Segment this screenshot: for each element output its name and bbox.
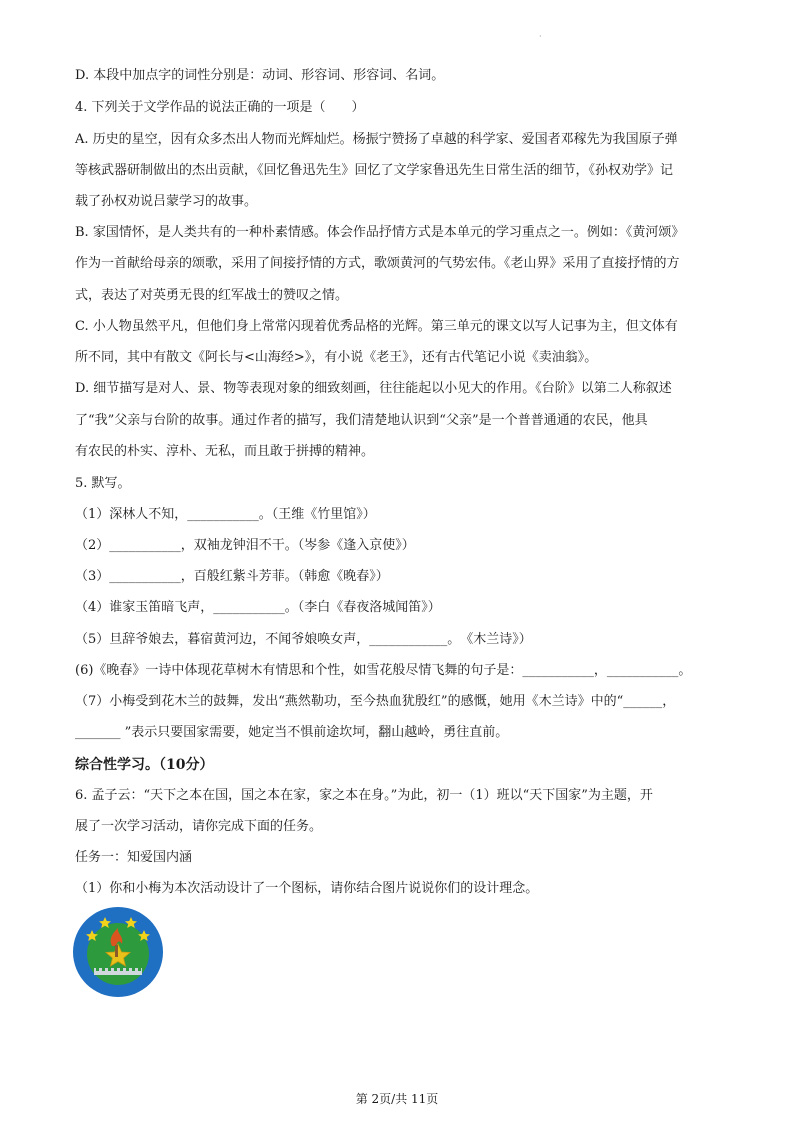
- text-line: D. 细节描写是对人、景、物等表现对象的细致刻画，往往能起以小见大的作用。《台阶》以第二人称叙述: [75, 381, 672, 396]
- text-line: 所不同，其中有散文《阿长与<山海经>》，有小说《老王》，还有古代笔记小说《卖油翁》。: [75, 350, 598, 365]
- question-6-stem: 6. 孟子云：“天下之本在国，国之本在家，家之本在身。”为此，初一（1）班以“天下国家”为主题，开: [75, 788, 653, 803]
- text-line: D. 本段中加点字的词性分别是：动词、形容词、形容词、名词。: [75, 68, 445, 83]
- text-line: 式，表达了对英勇无畏的红军战士的赞叹之情。: [75, 288, 349, 303]
- fill-blank-7: （7）小梅受到花木兰的鼓舞，发出“燕然勒功，至今热血犹殷红”的感慨，她用《木兰诗》中的“______，: [75, 694, 676, 709]
- text-line: 有农民的朴实、淳朴、无私，而且敢于拼搏的精神。: [75, 444, 375, 459]
- text-line: 等核武器研制做出的杰出贡献，《回忆鲁迅先生》回忆了文学家鲁迅先生日常生活的细节，《孙权劝学》记: [75, 163, 674, 178]
- fill-blank-2: （2）___________，双袖龙钟泪不干。（岑参《逢入京使》）: [75, 538, 415, 553]
- text-line: _______ ”表示只要国家需要，她定当不惧前途坎坷，翻山越岭，勇往直前。: [75, 725, 509, 740]
- fill-blank-3: （3）___________，百般红紫斗芳菲。（韩愈《晚春》）: [75, 569, 389, 584]
- fill-blank-1: （1）深林人不知，___________。（王维《竹里馆》）: [75, 507, 376, 522]
- text-line: 展了一次学习活动，请你完成下面的任务。: [75, 819, 323, 834]
- page-footer: 第 2页/共 11页: [355, 1092, 439, 1106]
- text-line: B. 家国情怀，是人类共有的一种朴素情感。体会作品抒情方式是本单元的学习重点之一。例如：《黄河颂》: [75, 225, 685, 240]
- scan-dot: ·: [539, 32, 542, 41]
- task-question: （1）你和小梅为本次活动设计了一个图标，请你结合图片说说你们的设计理念。: [75, 881, 539, 896]
- activity-emblem-icon: [72, 906, 164, 998]
- text-line: 作为一首献给母亲的颂歌，采用了间接抒情的方式，歌颂黄河的气势宏伟。《老山界》采用了直接抒情的方: [75, 256, 680, 271]
- text-line: 了“我”父亲与台阶的故事。通过作者的描写，我们清楚地认识到“父亲”是一个普普通通的农民，他具: [75, 413, 648, 428]
- task-heading: 任务一：知爱国内涵: [75, 850, 193, 865]
- fill-blank-5: （5）旦辞爷娘去，暮宿黄河边，不闻爷娘唤女声，____________。 《木兰诗》）: [75, 632, 532, 647]
- text-line: C. 小人物虽然平凡，但他们身上常常闪现着优秀品格的光辉。第三单元的课文以写人记事为主，但文体有: [75, 319, 678, 334]
- text-line: 载了孙权劝说吕蒙学习的故事。: [75, 194, 258, 209]
- fill-blank-6: (6)《晚春》一诗中体现花草树木有情思和个性，如雪花般尽情飞舞的句子是：___________，___________。: [75, 663, 692, 678]
- section-heading: 综合性学习。（10分）: [75, 757, 214, 773]
- question-5-stem: 5. 默写。: [75, 476, 131, 491]
- text-line: A. 历史的星空，因有众多杰出人物而光辉灿烂。杨振宁赞扬了卓越的科学家、爱国者邓稼先为我国原子弹: [75, 132, 678, 147]
- question-4-stem: 4. 下列关于文学作品的说法正确的一项是（ ）: [75, 100, 365, 115]
- fill-blank-4: （4）谁家玉笛暗飞声，___________。（李白《春夜洛城闻笛》）: [75, 600, 441, 615]
